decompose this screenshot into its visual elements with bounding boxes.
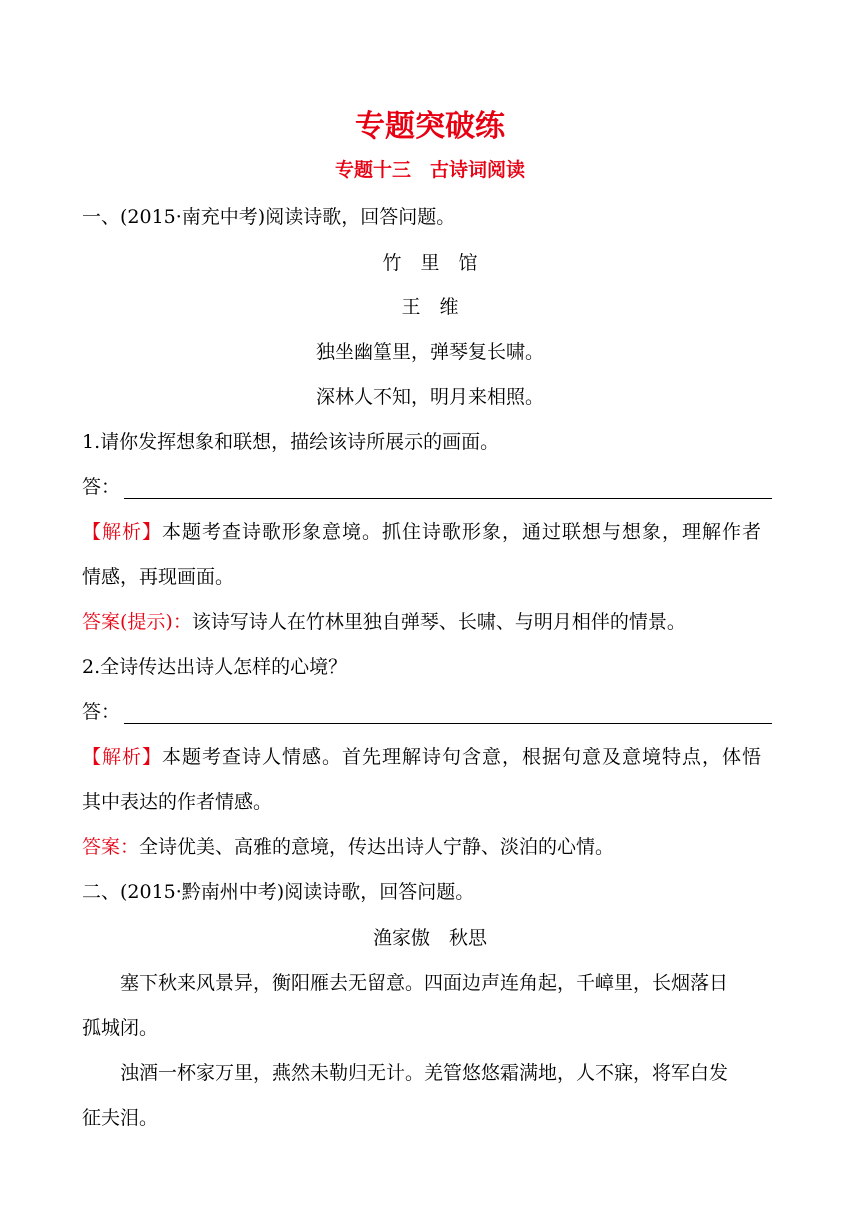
analysis-tag: 【解析】 [82, 521, 163, 543]
analysis-text: 本题考查诗歌形象意境。抓住诗歌形象，通过联想与想象，理解作者 [162, 521, 763, 543]
answer-prefix: 答： [82, 476, 121, 498]
answer-tag: 答案： [82, 836, 140, 858]
poem2-para2-line-1: 浊酒一杯家万里，燕然未勒归无计。羌管悠悠霜满地，人不寐，将军白发 [120, 1062, 729, 1084]
poem1-line-2: 深林人不知，明月来相照。 [315, 386, 544, 408]
poem1-title: 竹 里 馆 [382, 252, 478, 274]
page-title: 专题突破练 [355, 109, 505, 144]
poem2-para1-line-2: 孤城闭。 [82, 1017, 159, 1039]
answer-field-2[interactable] [82, 700, 782, 724]
answer-field-1[interactable] [82, 475, 782, 499]
answer-1 [82, 610, 782, 634]
answer-text: 该诗写诗人在竹林里独自弹琴、长啸、与明月相伴的情景。 [191, 611, 686, 633]
answer-2 [82, 835, 782, 859]
section2-heading: 二、(2015·黔南州中考)阅读诗歌，回答问题。 [82, 881, 475, 903]
analysis-tag: 【解析】 [82, 746, 163, 768]
answer-blank-line[interactable] [124, 480, 772, 499]
answer-text: 全诗优美、高雅的意境，传达出诗人宁静、淡泊的心情。 [139, 836, 615, 858]
question-1: 1.请你发挥想象和联想，描绘该诗所展示的画面。 [82, 431, 500, 453]
analysis-2-line-2: 其中表达的作者情感。 [82, 791, 273, 813]
poem1-line-1: 独坐幽篁里，弹琴复长啸。 [315, 341, 544, 363]
question-2: 2.全诗传达出诗人怎样的心境？ [82, 656, 348, 678]
poem2-title: 渔家傲 秋思 [372, 927, 487, 949]
analysis-1-line-1 [82, 520, 782, 544]
analysis-1-line-2: 情感，再现画面。 [82, 566, 235, 588]
section1-heading: 一、(2015·南充中考)阅读诗歌，回答问题。 [82, 206, 456, 228]
poem2-para2-line-2: 征夫泪。 [82, 1107, 159, 1129]
poem1-author: 王 维 [401, 296, 459, 318]
answer-tag: 答案(提示)： [82, 611, 192, 633]
answer-prefix: 答： [82, 701, 121, 723]
poem2-para1-line-1: 塞下秋来风景异，衡阳雁去无留意。四面边声连角起，千嶂里，长烟落日 [120, 972, 729, 994]
page-subtitle: 专题十三 古诗词阅读 [334, 159, 525, 181]
analysis-text: 本题考查诗人情感。首先理解诗句含意，根据句意及意境特点，体悟 [162, 746, 763, 768]
analysis-2-line-1 [82, 745, 782, 769]
answer-blank-line[interactable] [124, 705, 772, 724]
